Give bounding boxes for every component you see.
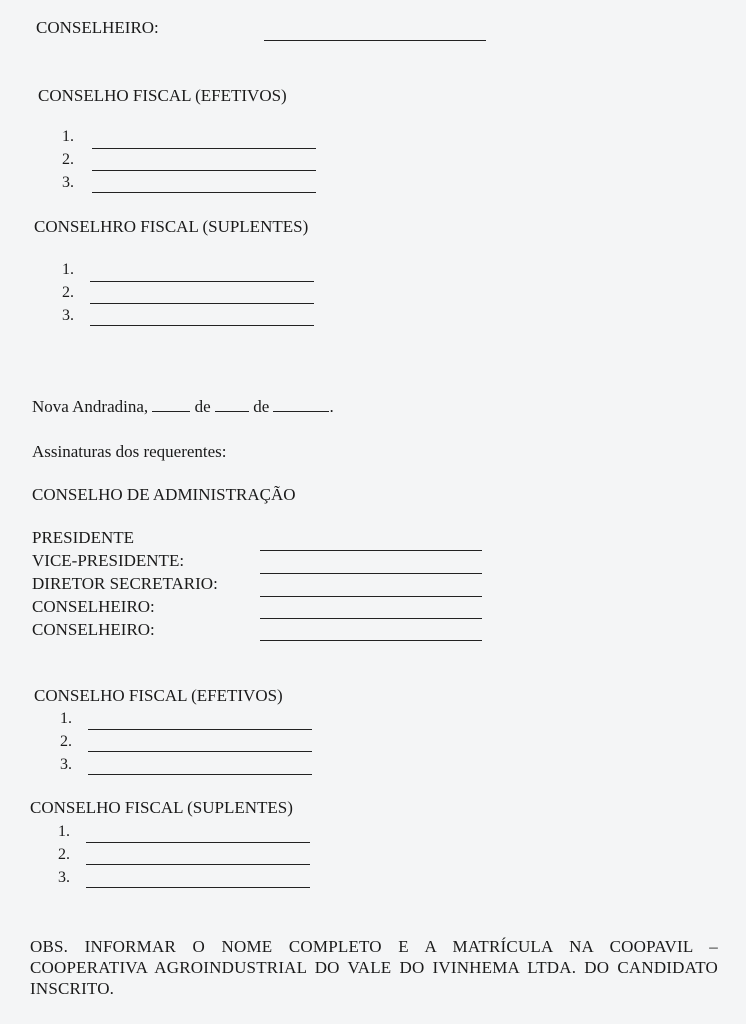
fiscal-suplentes-line-3 — [90, 325, 314, 326]
fiscal-suplentes-2-item-2: 2. — [58, 846, 70, 863]
date-period: . — [329, 397, 334, 416]
city-label: Nova Andradina, — [32, 397, 149, 416]
fiscal-suplentes-2-line-1 — [86, 842, 310, 843]
observation-note: OBS. INFORMAR O NOME COMPLETO E A MATRÍCULA NA COOPAVIL – COOPERATIVA AGROINDUSTRIAL DO VALE DO IVINHEMA LTDA. DO CANDIDATO INSCRITO. — [30, 937, 718, 998]
role-diretor-secretario: DIRETOR SECRETARIO: — [32, 574, 218, 593]
fiscal-efetivos-2-item-1: 1. — [60, 710, 72, 727]
diretor-secretario-signature-line — [260, 596, 482, 597]
fiscal-suplentes-2-item-3: 3. — [58, 869, 70, 886]
fiscal-efetivos-2-line-3 — [88, 774, 312, 775]
fiscal-suplentes-2-title: CONSELHO FISCAL (SUPLENTES) — [30, 798, 293, 817]
fiscal-efetivos-line-2 — [92, 170, 316, 171]
conselheiro-1-signature-line — [260, 618, 482, 619]
fiscal-suplentes-item-2: 2. — [62, 284, 74, 301]
fiscal-suplentes-2-item-1: 1. — [58, 823, 70, 840]
fiscal-efetivos-item-3: 3. — [62, 174, 74, 191]
signatures-label: Assinaturas dos requerentes: — [32, 442, 227, 461]
fiscal-efetivos-line-1 — [92, 148, 316, 149]
conselheiro-2-signature-line — [260, 640, 482, 641]
fiscal-efetivos-item-2: 2. — [62, 151, 74, 168]
fiscal-suplentes-title: CONSELHRO FISCAL (SUPLENTES) — [34, 217, 309, 236]
presidente-signature-line — [260, 550, 482, 551]
fiscal-suplentes-item-3: 3. — [62, 307, 74, 324]
fiscal-efetivos-2-item-3: 3. — [60, 756, 72, 773]
fiscal-efetivos-item-1: 1. — [62, 128, 74, 145]
place-date-line — [32, 397, 334, 417]
fiscal-efetivos-title: CONSELHO FISCAL (EFETIVOS) — [38, 86, 287, 105]
month-blank — [215, 397, 249, 412]
de-label-1: de — [194, 397, 211, 416]
fiscal-suplentes-2-line-3 — [86, 887, 310, 888]
year-blank — [273, 397, 329, 412]
fiscal-efetivos-2-title: CONSELHO FISCAL (EFETIVOS) — [34, 686, 283, 705]
fiscal-suplentes-item-1: 1. — [62, 261, 74, 278]
fiscal-suplentes-line-1 — [90, 281, 314, 282]
de-label-2: de — [253, 397, 270, 416]
role-conselheiro-2: CONSELHEIRO: — [32, 620, 155, 639]
admin-title: CONSELHO DE ADMINISTRAÇÃO — [32, 485, 296, 504]
fiscal-suplentes-2-line-2 — [86, 864, 310, 865]
fiscal-efetivos-2-line-2 — [88, 751, 312, 752]
conselheiro-label: CONSELHEIRO: — [36, 18, 159, 37]
vice-presidente-signature-line — [260, 573, 482, 574]
fiscal-efetivos-line-3 — [92, 192, 316, 193]
role-conselheiro-1: CONSELHEIRO: — [32, 597, 155, 616]
conselheiro-signature-line — [264, 40, 486, 41]
fiscal-efetivos-2-item-2: 2. — [60, 733, 72, 750]
fiscal-efetivos-2-line-1 — [88, 729, 312, 730]
role-presidente: PRESIDENTE — [32, 528, 134, 547]
day-blank — [152, 397, 190, 412]
role-vice-presidente: VICE-PRESIDENTE: — [32, 551, 185, 570]
fiscal-suplentes-line-2 — [90, 303, 314, 304]
